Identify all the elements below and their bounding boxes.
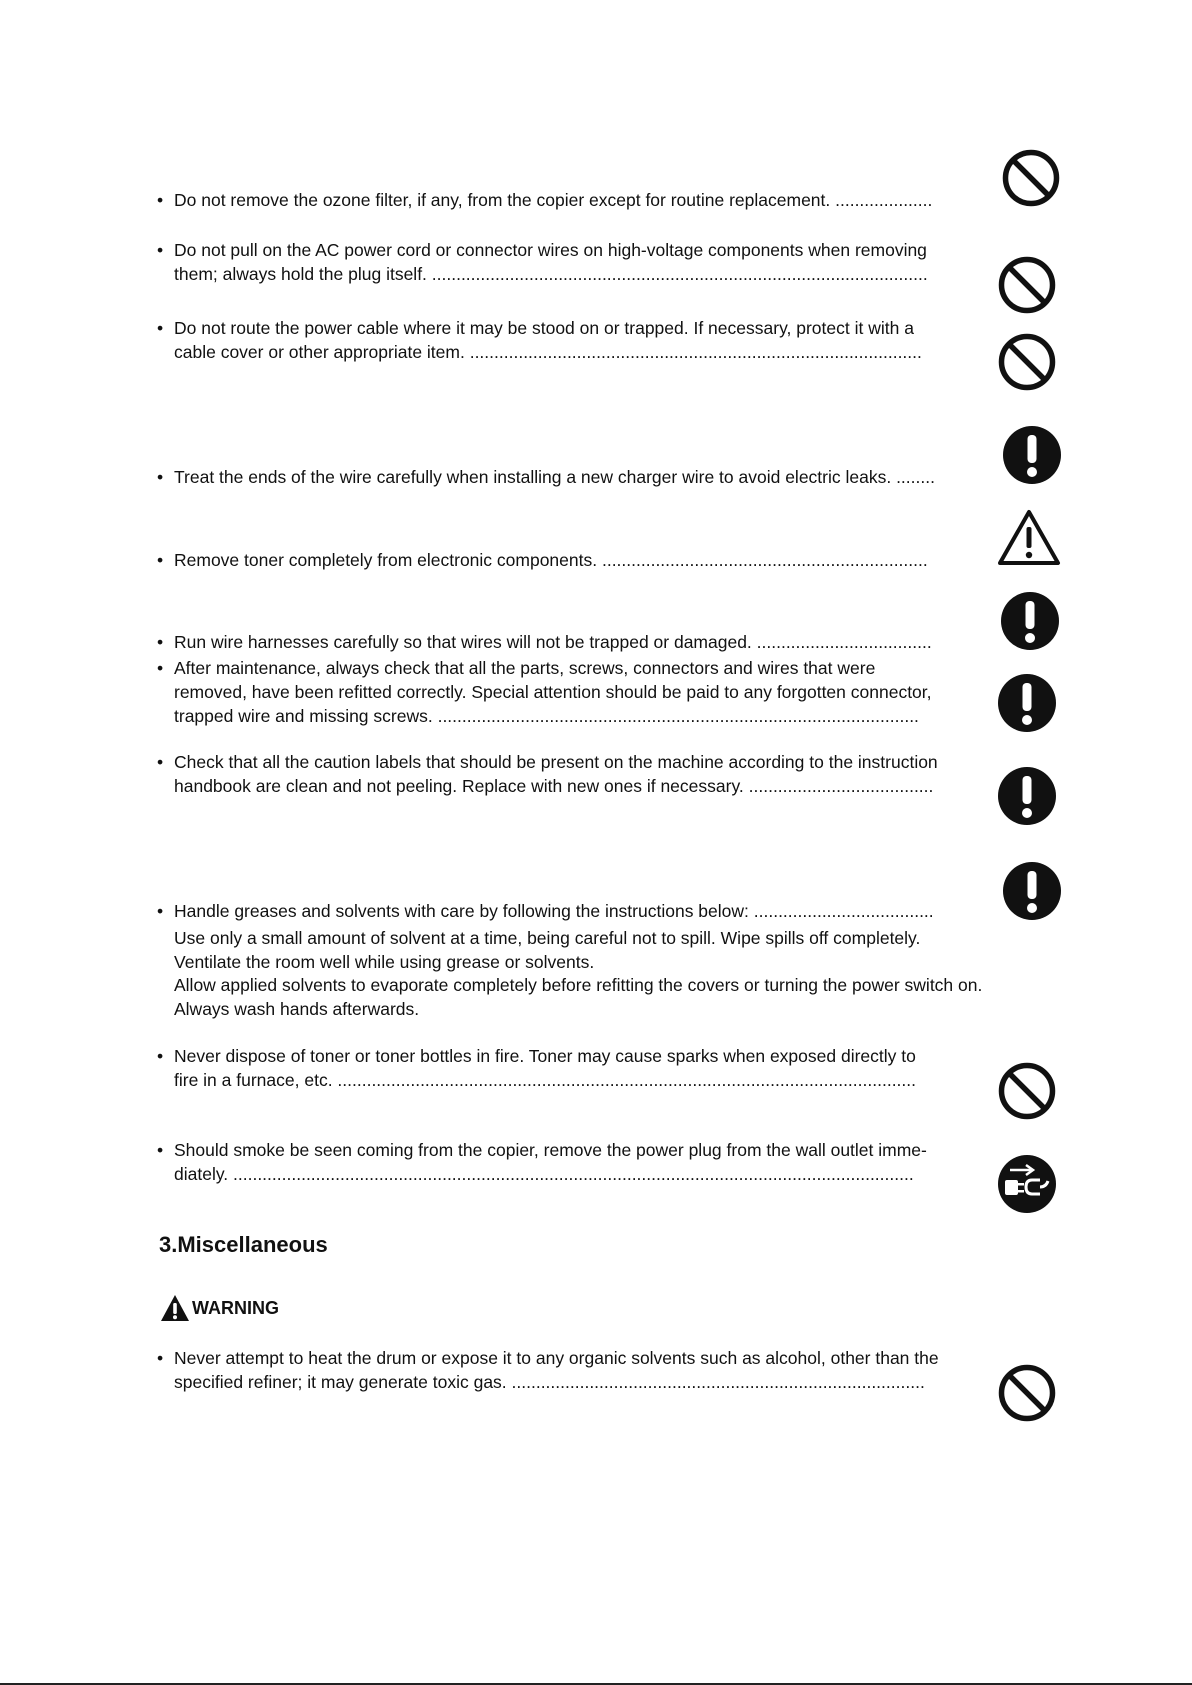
- mandatory-action-icon: [1001, 424, 1063, 486]
- item-text-line: fire in a furnace, etc. .......................................................................................................................: [174, 1070, 916, 1090]
- item-text-line: them; always hold the plug itself. ......................................................................................................: [174, 264, 928, 284]
- item-text-line: specified refiner; it may generate toxic gas. .....................................................................................: [174, 1372, 925, 1392]
- mandatory-action-icon: [996, 672, 1058, 734]
- mandatory-action-icon: [1001, 860, 1063, 922]
- unplug-icon: [996, 1153, 1058, 1215]
- instruction-line: Use only a small amount of solvent at a time, being careful not to spill. Wipe spills off completely.: [174, 928, 921, 948]
- item-text-line: diately. ............................................................................................................................................: [174, 1164, 914, 1184]
- prohibition-icon: [996, 1362, 1058, 1424]
- item-text-line: Never attempt to heat the drum or expose it to any organic solvents such as alcohol, other than the: [174, 1348, 939, 1368]
- bullet: •: [157, 1046, 164, 1066]
- bullet: •: [157, 1348, 164, 1368]
- item-text-line: Treat the ends of the wire carefully when installing a new charger wire to avoid electric leaks. ........: [174, 467, 935, 487]
- bullet: •: [157, 658, 164, 678]
- prohibition-icon: [996, 331, 1058, 393]
- item-text-line: Do not route the power cable where it may be stood on or trapped. If necessary, protect it with a: [174, 318, 914, 338]
- prohibition-icon: [996, 1060, 1058, 1122]
- instruction-line: Always wash hands afterwards.: [174, 999, 420, 1019]
- item-text-line: Check that all the caution labels that should be present on the machine according to the instruction: [174, 752, 938, 772]
- item-text-line: Run wire harnesses carefully so that wires will not be trapped or damaged. ....................................: [174, 632, 932, 652]
- bullet: •: [157, 550, 164, 570]
- item-text-line: Should smoke be seen coming from the copier, remove the power plug from the wall outlet imme-: [174, 1140, 927, 1160]
- item-text-line: Do not remove the ozone filter, if any, from the copier except for routine replacement. ....................: [174, 190, 933, 210]
- item-text-line: cable cover or other appropriate item. .............................................................................................: [174, 342, 922, 362]
- bullet: •: [157, 190, 164, 210]
- mandatory-action-icon: [999, 590, 1061, 652]
- item-text-line: trapped wire and missing screws. ...................................................................................................: [174, 706, 919, 726]
- item-text-line: Remove toner completely from electronic components. ...................................................................: [174, 550, 928, 570]
- item-text-line: removed, have been refitted correctly. Special attention should be paid to any forgotten connector,: [174, 682, 932, 702]
- warning-label: [160, 1293, 279, 1323]
- item-text-line: handbook are clean and not peeling. Replace with new ones if necessary. ......................................: [174, 776, 934, 796]
- bullet: •: [157, 467, 164, 487]
- prohibition-icon: [996, 254, 1058, 316]
- mandatory-action-icon: [996, 765, 1058, 827]
- bullet: •: [157, 752, 164, 772]
- item-text-line: Handle greases and solvents with care by following the instructions below: .....................................: [174, 901, 934, 921]
- item-text-line: Never dispose of toner or toner bottles in fire. Toner may cause sparks when exposed directly to: [174, 1046, 916, 1066]
- bullet: •: [157, 1140, 164, 1160]
- item-text-line: Do not pull on the AC power cord or connector wires on high-voltage components when removing: [174, 240, 927, 260]
- bullet: •: [157, 901, 164, 921]
- bullet: •: [157, 240, 164, 260]
- prohibition-icon: [1000, 147, 1062, 209]
- item-text-line: After maintenance, always check that all the parts, screws, connectors and wires that were: [174, 658, 876, 678]
- bullet: •: [157, 318, 164, 338]
- warning-triangle-icon: [160, 1294, 190, 1322]
- section-heading: 3.Miscellaneous: [159, 1232, 328, 1257]
- warning-text: WARNING: [192, 1297, 279, 1318]
- instruction-line: Allow applied solvents to evaporate completely before refitting the covers or turning the power switch on.: [174, 975, 983, 995]
- bullet: •: [157, 632, 164, 652]
- instruction-line: Ventilate the room well while using grease or solvents.: [174, 952, 595, 972]
- caution-triangle-icon: [997, 508, 1061, 566]
